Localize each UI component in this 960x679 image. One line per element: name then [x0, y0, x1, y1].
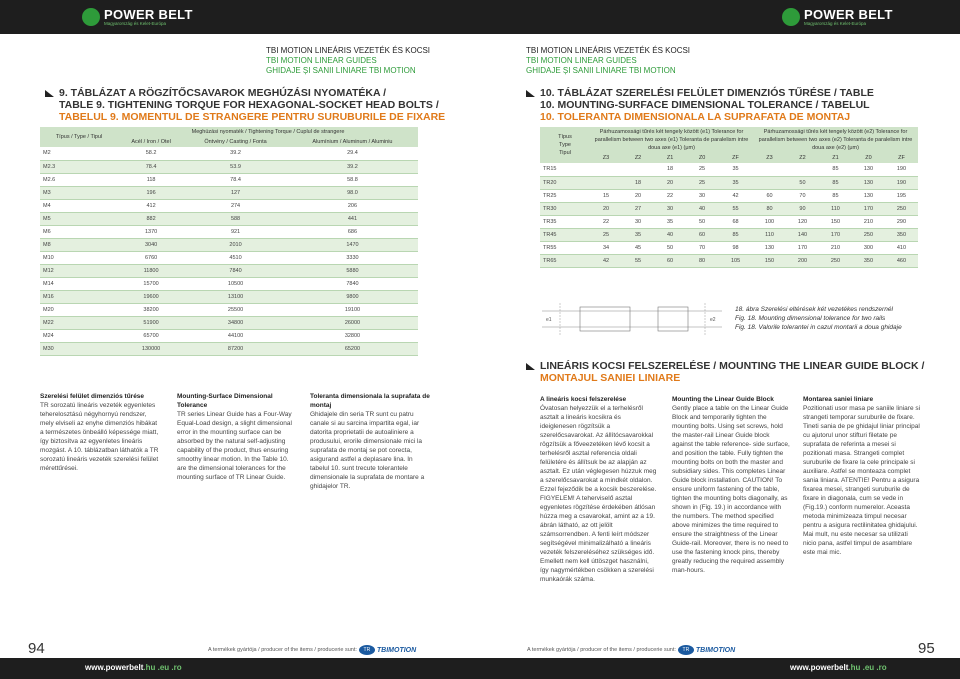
brand-tagline: Magyarország és Kelet-Európa	[104, 20, 167, 26]
table-cell: 32800	[287, 329, 418, 342]
table-cell: 26000	[287, 316, 418, 329]
table-cell: 50	[786, 176, 819, 189]
type-hu: Típus	[558, 134, 572, 140]
table-cell: 190	[885, 176, 918, 189]
table-cell: 110	[819, 202, 852, 215]
label-e1: e1	[546, 317, 552, 323]
table-cell: 65700	[118, 329, 184, 342]
title-line: 10. TOLERANTA DIMENSIONALA LA SUPRAFATA DE MONTAJ	[540, 111, 851, 123]
col-e2: Párhuzamossági tűrés két tengely között (e2) Tolerance for parallelism between two axes (e2) Toleranta de paralelism intre doua axe (e2) (μm)	[753, 127, 918, 153]
table-row	[40, 238, 418, 251]
col-grade: Z2	[622, 153, 654, 163]
col-grade: Z1	[654, 153, 686, 163]
table-cell: 110	[753, 228, 786, 241]
tbimotion-logo: TBIMOTION	[376, 646, 417, 654]
table-cell: 30	[622, 215, 654, 228]
table-cell: 2010	[184, 238, 287, 251]
table-cell: 882	[118, 212, 184, 225]
table-cell: 19100	[287, 303, 418, 316]
header-line: GHIDAJE ȘI SANII LINIARE TBI MOTION	[266, 66, 416, 75]
table-cell: 40	[686, 202, 718, 215]
table-cell: 98.0	[287, 186, 418, 199]
table-cell: 22	[590, 215, 622, 228]
table-cell: 3330	[287, 251, 418, 264]
table-cell: 206	[287, 199, 418, 212]
table-cell: TR15	[540, 163, 590, 176]
table-row	[40, 303, 418, 316]
table-cell: 60	[686, 228, 718, 241]
table-cell: 13100	[184, 290, 287, 303]
table-cell: 34	[590, 241, 622, 254]
table-cell: 50	[686, 215, 718, 228]
table-row	[40, 199, 418, 212]
table-cell: 45	[622, 241, 654, 254]
col-grade: Z3	[590, 153, 622, 163]
table-cell: 105	[718, 254, 753, 267]
text-body: TR sorozatú lineáris vezeték egyenletes teherelosztású négyhornyú rendszer, mely elviseli az enyhe dimenziós hibákat a természetes önbeálló képessége miatt, így biztosítva az egyenletes lineáris mozgást. A 10. táblázatban láthatók a TR sorozatú lineáris vezeték szerelési felület mérettűrései.	[40, 402, 159, 472]
text-title: Mounting-Surface Dimensional Tolerance	[177, 393, 273, 409]
table-cell: 18	[622, 176, 654, 189]
page-number-left: 94	[28, 640, 45, 657]
table-cell: 20	[590, 202, 622, 215]
table-row	[40, 329, 418, 342]
table-cell: 118	[118, 173, 184, 186]
table-cell: 170	[786, 241, 819, 254]
table-cell: TR45	[540, 228, 590, 241]
table-cell: 39.2	[184, 147, 287, 160]
table-cell: TR30	[540, 202, 590, 215]
url-hu: .hu	[848, 663, 861, 672]
table-cell: M10	[40, 251, 118, 264]
table-cell: 274	[184, 199, 287, 212]
table-cell: 30	[686, 189, 718, 202]
table-cell: 39.2	[287, 160, 418, 173]
table-cell: 34800	[184, 316, 287, 329]
col-e1: Párhuzamossági tűrés két tengely között (e1) Tolerance for parallelism between two axes (e1) Toleranta de paralelism intre doua axe (e1) (μm)	[590, 127, 753, 153]
table-cell: 70	[786, 189, 819, 202]
table-cell: 15700	[118, 277, 184, 290]
title-line: 10. TÁBLÁZAT SZERELÉSI FELÜLET DIMENZIÓS TŰRÉSE / TABLE	[540, 87, 874, 99]
table-cell: 210	[852, 215, 885, 228]
table-row	[540, 189, 918, 202]
title-line: 10. MOUNTING-SURFACE DIMENSIONAL TOLERANCE / TABELUL	[540, 99, 870, 111]
title-line: TABELUL 9. MOMENTUL DE STRANGERE PENTRU SURUBURILE DE FIXARE	[59, 111, 446, 123]
text-body: Ghidajele din seria TR sunt cu patru canale si au sarcina impartita egal, iar datorita proprietatii de autoaliniere a produsului, erorile dimensionale mici la suprafata de montaj se pot corecta, asigurand astfel a deplasare lina. In tabelul 10. sunt trecute tolerantele dimensionale la suprafata de montare a ghidajelor TR.	[310, 411, 425, 490]
table-cell: 250	[852, 228, 885, 241]
table-cell: 1470	[287, 238, 418, 251]
table-cell	[590, 163, 622, 176]
table-cell: 85	[718, 228, 753, 241]
table-row	[40, 316, 418, 329]
table-cell: M3	[40, 186, 118, 199]
text-body: Óvatosan helyezzük el a terhelésről asztalt a lineáris kocsikra és ideiglenesen rögzítsük a szerelőcsavarokat. Az állítócsavarokkal rögzítsük a főveezetéken lévő kocsit a terhelésről asztal referencia oldali felületére és állítsuk be az alapján az asztalt. Ez után véglegesen húzzuk meg a szerelőcsavarokat a mindkét oldalon. Ezzel fejeződik be a kocsik beszerelése. FIGYELEM! A teherviselő asztal egyenletes rögzítése érdekében átlósan húzza meg a csavarokat, amint az a 19. ábrán látható, az ott jelölt számsorrendben. A fenti leírt módszer segítségével minimalizálható a lineáris vezeték felszereléséhez szükséges idő. Emellett nem kell úttöszget használni, így nagymértékben csökken a szerelési munkaórák száma.	[540, 405, 657, 583]
table-cell: 250	[819, 254, 852, 267]
table-cell: 50	[654, 241, 686, 254]
table-cell: 68	[718, 215, 753, 228]
flag-icon	[526, 363, 535, 370]
table-cell: 195	[885, 189, 918, 202]
brand-name: POWER BELT	[104, 6, 193, 22]
table-cell: 588	[184, 212, 287, 225]
col-grade: Z1	[819, 153, 852, 163]
table-cell: 100	[753, 215, 786, 228]
table-cell: 9800	[287, 290, 418, 303]
table-cell: M6	[40, 225, 118, 238]
table-row	[540, 163, 918, 176]
table-cell: 210	[819, 241, 852, 254]
table-cell: 686	[287, 225, 418, 238]
col-grade: Z3	[753, 153, 786, 163]
header-right	[526, 46, 690, 76]
table-cell: 7840	[287, 277, 418, 290]
url-eu: .eu	[157, 663, 170, 672]
col-torque: Meghúzási nyomaték / Tightening Torque / Cuplul de strangere	[118, 127, 418, 137]
table-cell: M24	[40, 329, 118, 342]
col-grade: Z0	[852, 153, 885, 163]
table-cell: 196	[118, 186, 184, 199]
table-cell: 170	[819, 228, 852, 241]
table-cell: M14	[40, 277, 118, 290]
logo-icon	[782, 8, 800, 26]
brand-tagline: Magyarország és Kelet-Európa	[804, 20, 867, 26]
mounting-text-ro	[803, 395, 921, 557]
table-cell: 412	[118, 199, 184, 212]
table-cell: 460	[885, 254, 918, 267]
table-cell: M22	[40, 316, 118, 329]
table-cell: 22	[654, 189, 686, 202]
table-cell	[753, 176, 786, 189]
table-cell: M16	[40, 290, 118, 303]
table-cell: 1370	[118, 225, 184, 238]
text-title: A lineáris kocsi felszerelése	[540, 396, 627, 403]
table-cell: 250	[885, 202, 918, 215]
tolerance-text-en	[177, 392, 295, 482]
title-line: LINEÁRIS KOCSI FELSZERELÉSE / MOUNTING THE LINEAR GUIDE BLOCK /	[540, 360, 925, 372]
type-en: Type	[559, 142, 571, 148]
table-cell: 130	[852, 176, 885, 189]
table-cell: 90	[786, 202, 819, 215]
table-cell: TR25	[540, 189, 590, 202]
table-cell: 25	[686, 176, 718, 189]
tbimotion-logo: TBIMOTION	[695, 646, 736, 654]
table-cell: M2.6	[40, 173, 118, 186]
table-cell	[622, 163, 654, 176]
table-cell: 80	[753, 202, 786, 215]
website-link-right[interactable]	[790, 663, 887, 672]
table-cell: M20	[40, 303, 118, 316]
text-body: Gently place a table on the Linear Guide Block and temporarily tighten the mounting bolts. Using set screws, hold the master-rail Linear Guide block against the table reference- side surface, and position the table. Fully tighten the mounting bolts on both the master and subsidiary sides. This completes Linear Guide block installation. CAUTION! To ensure uniform fastening of the table, tighten the mounting bolts diagonally, as shown in (Fig. 19.) in accordance with the numbers. The method specified above minimizes the time required to ensure the straightness of the Linear Guide-rail. Moreover, there is no need to use the fastening knock pins, thereby greatly reducing the required assembly man-hours.	[672, 405, 790, 574]
table-cell: 78.4	[118, 160, 184, 173]
table-cell: 29.4	[287, 147, 418, 160]
text-title: Montarea saniei liniare	[803, 396, 874, 403]
table-cell: 20	[654, 176, 686, 189]
header-line: TBI MOTION LINEAR GUIDES	[266, 56, 377, 65]
url-domain: www.powerbelt	[790, 663, 849, 672]
caption-hu: 18. ábra Szerelési eltérések két vezetékes rendszernél	[735, 306, 893, 313]
title-line: 9. TÁBLÁZAT A RÖGZÍTŐCSAVAROK MEGHÚZÁSI NYOMATÉKA /	[59, 87, 387, 99]
table-cell: 11800	[118, 264, 184, 277]
url-eu: .eu	[862, 663, 875, 672]
header-line: TBI MOTION LINEÁRIS VEZETÉK ÉS KOCSI	[526, 46, 691, 55]
text-title: Szerelési felület dimenziós tűrése	[40, 393, 145, 400]
table-cell: 42	[718, 189, 753, 202]
table-cell: 130	[852, 189, 885, 202]
table-cell: 25	[590, 228, 622, 241]
table-cell: TR35	[540, 215, 590, 228]
table-cell: 150	[819, 215, 852, 228]
producer-left	[208, 645, 416, 655]
title-line: MONTAJUL SANIEI LINIARE	[540, 372, 681, 384]
table-cell: 60	[753, 189, 786, 202]
table-cell: 20	[622, 189, 654, 202]
producer-text: A termékek gyártója / producer of the items / producerie sunt:	[527, 647, 676, 653]
table-row	[40, 342, 418, 355]
table-cell: 58.2	[118, 147, 184, 160]
table-cell: 140	[786, 228, 819, 241]
table-cell: 290	[885, 215, 918, 228]
table-cell: 127	[184, 186, 287, 199]
table-cell: 70	[686, 241, 718, 254]
table-cell: M12	[40, 264, 118, 277]
table-row	[40, 264, 418, 277]
tr-logo-icon: TR	[678, 645, 694, 655]
table-cell: 58.8	[287, 173, 418, 186]
table-cell: 190	[885, 163, 918, 176]
torque-table	[40, 127, 418, 356]
table-cell: 130000	[118, 342, 184, 355]
table-cell: 7840	[184, 264, 287, 277]
section-mounting-title	[526, 360, 924, 384]
table-cell: 98	[718, 241, 753, 254]
table-cell: 42	[590, 254, 622, 267]
table-cell: 130	[753, 241, 786, 254]
table-cell	[590, 176, 622, 189]
mounting-text-hu	[540, 395, 658, 584]
table-cell: 27	[622, 202, 654, 215]
producer-right	[527, 645, 735, 655]
text-title: Mounting the Linear Guide Block	[672, 396, 774, 403]
mounting-text-en	[672, 395, 790, 575]
table-row	[40, 251, 418, 264]
table-cell: 80	[686, 254, 718, 267]
table-row	[540, 202, 918, 215]
table-cell: M2.3	[40, 160, 118, 173]
table-row	[40, 225, 418, 238]
table-cell: 25500	[184, 303, 287, 316]
col-type: Típus / Type / Tipul	[40, 127, 118, 147]
table-cell: 18	[654, 163, 686, 176]
type-ro: Tipul	[559, 150, 571, 156]
table-cell: 35	[718, 176, 753, 189]
table-cell: 40	[654, 228, 686, 241]
col-grade: ZF	[885, 153, 918, 163]
table-cell: M8	[40, 238, 118, 251]
table-cell: 410	[885, 241, 918, 254]
table-cell: 53.9	[184, 160, 287, 173]
table-cell: 38200	[118, 303, 184, 316]
header-line: TBI MOTION LINEÁRIS VEZETÉK ÉS KOCSI	[266, 46, 431, 55]
table-row	[540, 228, 918, 241]
producer-text: A termékek gyártója / producer of the items / producerie sunt:	[208, 647, 357, 653]
table-cell: 35	[654, 215, 686, 228]
table-cell: TR65	[540, 254, 590, 267]
website-link-left[interactable]	[85, 663, 182, 672]
col-aluminum: Alumínium / Aluminum / Aluminiu	[287, 137, 418, 147]
table-cell	[753, 163, 786, 176]
table-cell: 170	[852, 202, 885, 215]
caption-en: Fig. 18. Mounting dimensional tolerance for two rails	[735, 315, 886, 322]
brand-name: POWER BELT	[804, 6, 893, 22]
table-cell: M2	[40, 147, 118, 160]
table-cell: 51900	[118, 316, 184, 329]
table-cell: 4510	[184, 251, 287, 264]
table-cell: 921	[184, 225, 287, 238]
table-row	[40, 290, 418, 303]
col-grade: Z2	[786, 153, 819, 163]
flag-icon	[45, 90, 54, 97]
table-row	[40, 147, 418, 160]
col-casting: Öntvény / Casting / Fonta	[184, 137, 287, 147]
col-grade: ZF	[718, 153, 753, 163]
url-domain: www.powerbelt	[85, 663, 144, 672]
url-ro: .ro	[171, 663, 182, 672]
figure-caption	[735, 305, 902, 332]
url-ro: .ro	[876, 663, 887, 672]
brand-logo-right	[782, 6, 893, 28]
table-cell: 87200	[184, 342, 287, 355]
table-cell: 350	[852, 254, 885, 267]
tr-logo-icon: TR	[359, 645, 375, 655]
table-cell: TR20	[540, 176, 590, 189]
tolerance-table	[540, 127, 918, 268]
table-cell: 350	[885, 228, 918, 241]
table-row	[40, 186, 418, 199]
table-cell: 3040	[118, 238, 184, 251]
table-cell: 55	[622, 254, 654, 267]
table-cell: 25	[686, 163, 718, 176]
table-cell: 30	[654, 202, 686, 215]
col-steel: Acél / Iron / Otel	[118, 137, 184, 147]
table-cell: 441	[287, 212, 418, 225]
table-row	[40, 277, 418, 290]
table-cell: 78.4	[184, 173, 287, 186]
col-grade: Z0	[686, 153, 718, 163]
label-e2: e2	[710, 317, 716, 323]
table-cell: 150	[753, 254, 786, 267]
table-cell: M4	[40, 199, 118, 212]
page-number-right: 95	[918, 640, 935, 657]
table-cell: 130	[852, 163, 885, 176]
table-cell: 6760	[118, 251, 184, 264]
table-cell: 85	[819, 163, 852, 176]
table-cell: 85	[819, 176, 852, 189]
table-cell: 35	[622, 228, 654, 241]
table-row	[540, 254, 918, 267]
tolerance-text-hu	[40, 392, 160, 473]
logo-icon	[82, 8, 100, 26]
table-row	[540, 241, 918, 254]
table-cell: 60	[654, 254, 686, 267]
section-9-title	[45, 87, 445, 123]
table-cell: 85	[819, 189, 852, 202]
caption-ro: Fig. 18. Valorile tolerantei in cazul montarii a doua ghidaje	[735, 324, 902, 331]
table-cell: 120	[786, 215, 819, 228]
table-cell: 5880	[287, 264, 418, 277]
text-body: Pozitionati usor masa pe saniile liniare si strangeti temporar suruburile de fixare. Tineti sania de pe ghidajul liniar principal cu ajutorul unor stifturi filetate pe suprafata de referinta a mesei si pozitionati masa. Strangeti complet suruburile de fixare la cele principale si auxiliare. Astfel se monteaza complet sania liniara. ATENTIE! Pentru a asigura fixarea mesei, strangeti suruburile de fixare in diagonala, cum se vede in (Fig.19.) conform numerelor. Aceasta metoda minimizeaza timpul necesar pentru a asigura rectilinitatea ghidajului. Mai mult, nu este necesar sa utilizati nicio pana, astfel timpul de asamblare este mai mic.	[803, 405, 921, 556]
table-cell: 300	[852, 241, 885, 254]
mounting-tolerance-figure	[540, 297, 724, 339]
header-left	[266, 46, 430, 76]
table-cell: 65200	[287, 342, 418, 355]
table-cell: 19600	[118, 290, 184, 303]
table-row	[40, 160, 418, 173]
col-type	[540, 127, 590, 163]
table-cell: M5	[40, 212, 118, 225]
table-cell: 44100	[184, 329, 287, 342]
title-line: TABLE 9. TIGHTENING TORQUE FOR HEXAGONAL-SOCKET HEAD BOLTS /	[59, 99, 439, 111]
header-line: GHIDAJE ȘI SANII LINIARE TBI MOTION	[526, 66, 676, 75]
table-cell: 15	[590, 189, 622, 202]
text-body: TR series Linear Guide has a Four-Way Equal-Load design, a slight dimensional error in the mounting surface can be absorbed by the natural self-adjusting capability of the product, thus ensuring smoothy linear motion. In the Table 10. are the dimensional tolerances for the mounting surface of TR Linear Guide.	[177, 411, 292, 481]
table-cell: 35	[718, 163, 753, 176]
url-hu: .hu	[143, 663, 156, 672]
header-line: TBI MOTION LINEAR GUIDES	[526, 56, 637, 65]
table-cell: M30	[40, 342, 118, 355]
section-10-title	[526, 87, 874, 123]
tolerance-text-ro	[310, 392, 430, 491]
table-row	[40, 212, 418, 225]
table-row	[40, 173, 418, 186]
flag-icon	[526, 90, 535, 97]
table-row	[540, 215, 918, 228]
table-cell	[786, 163, 819, 176]
table-cell: TR55	[540, 241, 590, 254]
table-cell: 200	[786, 254, 819, 267]
table-row	[540, 176, 918, 189]
text-title: Toleranta dimensionala la suprafata de montaj	[310, 393, 430, 409]
brand-logo-left	[82, 6, 193, 28]
table-cell: 55	[718, 202, 753, 215]
table-cell: 10500	[184, 277, 287, 290]
